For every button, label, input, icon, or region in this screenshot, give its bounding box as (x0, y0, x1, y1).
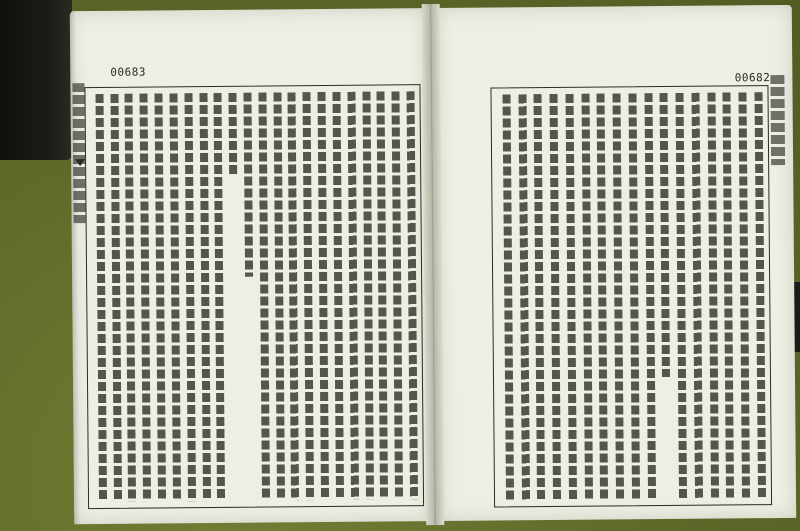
left-page (70, 8, 430, 524)
text-column (361, 92, 375, 500)
text-column (738, 92, 752, 498)
text-column (257, 92, 271, 500)
text-column (139, 94, 153, 502)
left-page-number: 00683 (110, 65, 146, 79)
dark-object-top-left (0, 0, 72, 160)
text-column (302, 92, 316, 500)
text-column (376, 91, 390, 499)
text-column (612, 93, 626, 499)
margin-marker-icon (75, 159, 85, 166)
text-column (627, 93, 641, 499)
text-column (596, 94, 610, 500)
text-column (168, 93, 182, 501)
text-column (287, 92, 301, 500)
open-book (70, 0, 800, 531)
text-column (690, 93, 704, 499)
text-column (94, 94, 108, 502)
text-column (517, 94, 531, 500)
text-column (183, 93, 197, 501)
right-text-frame (490, 85, 772, 507)
right-page-number: 00682 (734, 71, 771, 85)
text-column (722, 92, 736, 498)
text-column (317, 92, 331, 500)
text-column (564, 94, 578, 500)
text-column (213, 93, 227, 501)
text-column (346, 92, 360, 500)
text-column (331, 92, 345, 500)
text-column (754, 92, 768, 498)
text-column (228, 93, 242, 501)
text-column (154, 93, 168, 501)
text-column (124, 94, 138, 502)
text-column (391, 91, 405, 499)
text-column (198, 93, 212, 501)
right-page (436, 5, 796, 521)
text-column (533, 94, 547, 500)
text-column (109, 94, 123, 502)
text-column (242, 93, 256, 501)
text-column (675, 93, 689, 499)
text-column (501, 94, 515, 500)
text-column (405, 91, 419, 499)
right-margin-text (770, 75, 785, 165)
text-column (706, 93, 720, 499)
text-column (643, 93, 657, 499)
left-text-frame (84, 84, 424, 509)
text-column (272, 92, 286, 500)
text-column (549, 94, 563, 500)
text-column (659, 93, 673, 499)
text-column (580, 94, 594, 500)
